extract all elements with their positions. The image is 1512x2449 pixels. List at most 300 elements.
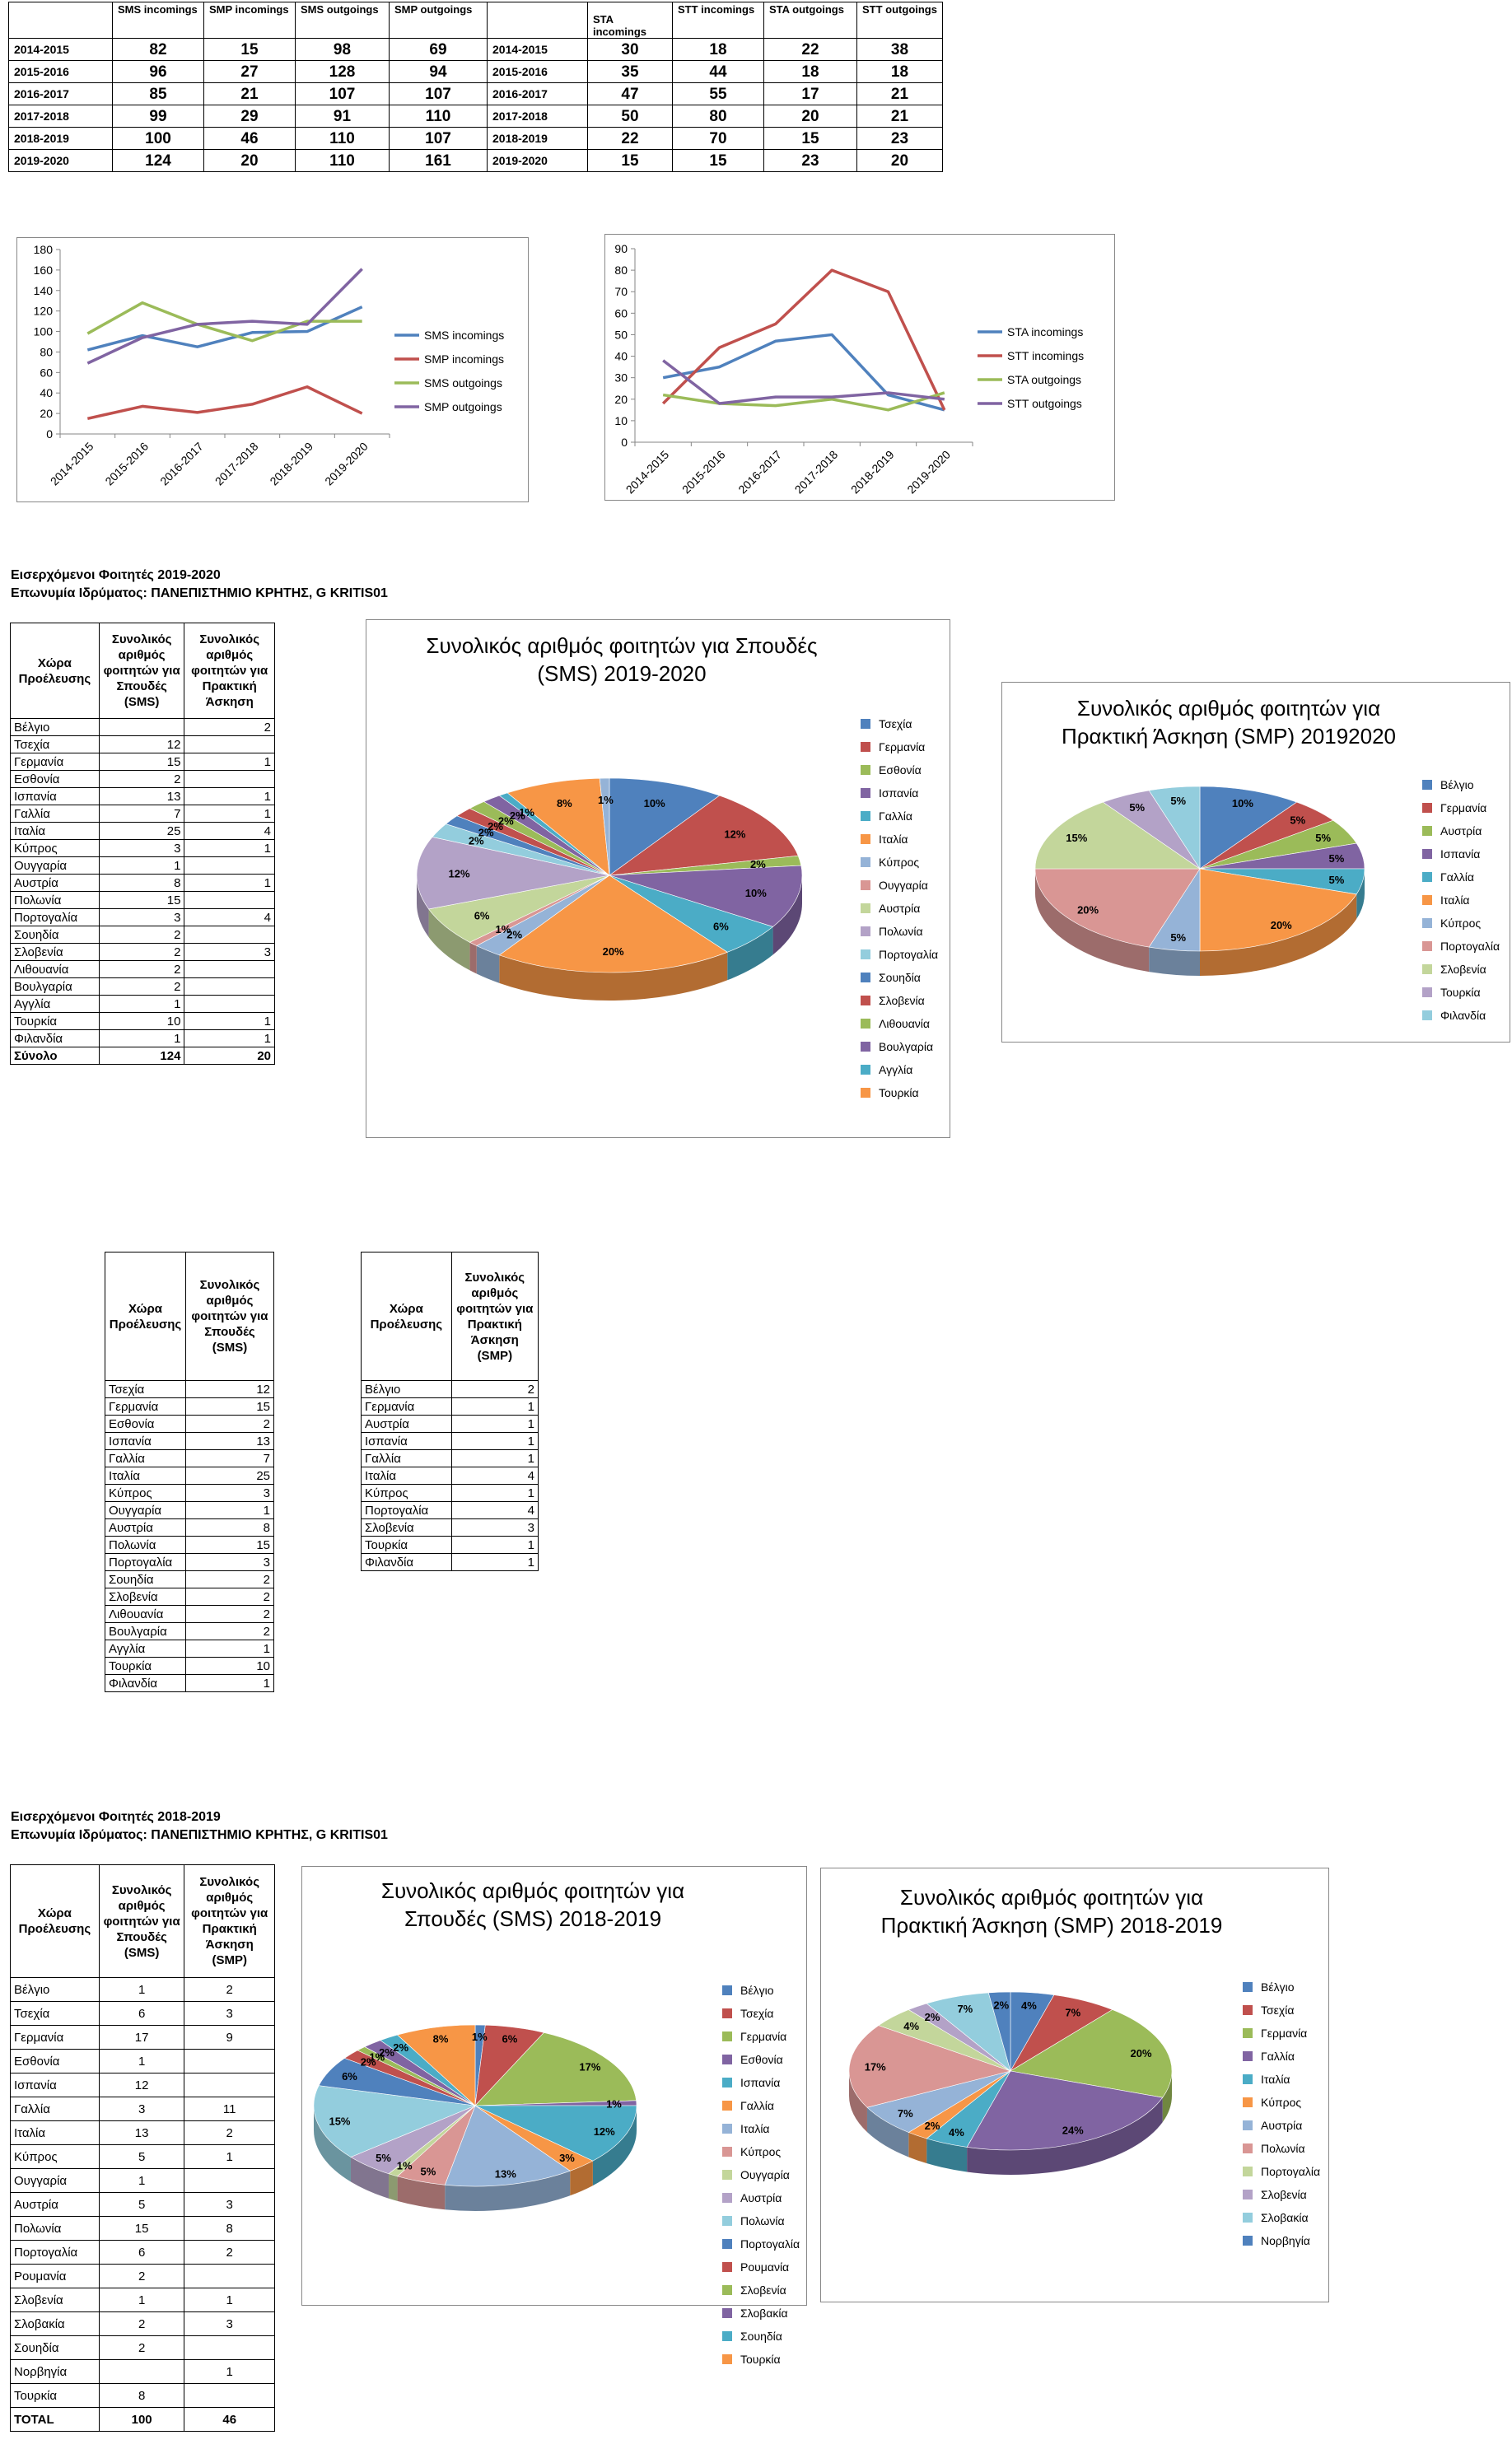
value-cell: [184, 2073, 275, 2097]
value-cell: 3: [184, 2193, 275, 2217]
table-row: [11, 996, 275, 1013]
pie-data-label: 13%: [494, 2167, 516, 2181]
legend-item: [722, 2094, 800, 2117]
legend-swatch: [722, 2078, 732, 2087]
country-cell: Σλοβενία: [11, 944, 100, 961]
country-cell: Αυστρία: [11, 875, 100, 892]
y-tick-label: 60: [614, 306, 628, 320]
legend-label: Πορτογαλία: [740, 2237, 800, 2251]
value-cell: 12: [99, 2073, 184, 2097]
legend-label: Τουρκία: [740, 2353, 781, 2366]
table-row: [11, 978, 275, 996]
value-cell: 98: [296, 39, 390, 61]
value-cell: [184, 892, 275, 909]
country-cell: Ουγγαρία: [105, 1502, 186, 1519]
pie-data-label: 4%: [1021, 1999, 1037, 2013]
legend-swatch: [1422, 941, 1432, 951]
legend-swatch: [1422, 1010, 1432, 1020]
legend-item: [861, 851, 938, 874]
value-cell: [184, 926, 275, 944]
legend-swatch: [722, 2170, 732, 2180]
value-cell: 2: [184, 2241, 275, 2265]
value-cell: 47: [588, 83, 673, 105]
legend-item: [1243, 2183, 1320, 2206]
pie-sms-2018-frame: [301, 1866, 807, 2366]
country-cell: Τουρκία: [362, 1537, 452, 1554]
legend-item: [861, 712, 938, 735]
pie-side: [389, 2174, 398, 2201]
legend-item: [1243, 2022, 1320, 2045]
value-cell: 1: [99, 1030, 184, 1047]
pie-data-label: 20%: [602, 945, 624, 959]
legend-label: Ισπανία: [879, 786, 919, 800]
y-tick-label: 40: [614, 349, 628, 363]
country-cell: Αγγλία: [11, 996, 100, 1013]
country-cell: Κύπρος: [105, 1485, 186, 1502]
legend-swatch: [1243, 2190, 1253, 2199]
year-cell: 2019-2020: [488, 150, 588, 172]
value-cell: 10: [99, 1013, 184, 1030]
pie-data-label: 24%: [1062, 2124, 1084, 2137]
value-cell: 3: [451, 1519, 538, 1537]
country-cell: Σουηδία: [11, 2336, 100, 2360]
value-cell: 110: [296, 128, 390, 150]
table-row: [11, 840, 275, 857]
value-cell: 2: [99, 2312, 184, 2336]
value-cell: 23: [857, 128, 943, 150]
value-cell: 44: [673, 61, 764, 83]
pie-data-label: 1%: [597, 793, 614, 806]
value-cell: 15: [185, 1537, 273, 1554]
table-smp-2019-split: [361, 1252, 539, 1571]
legend-label: Ρουμανία: [740, 2260, 790, 2274]
legend-swatch: [722, 2147, 732, 2157]
value-cell: 2: [99, 2265, 184, 2288]
legend-label: Τουρκία: [879, 1086, 919, 1099]
pie-data-label: 7%: [1065, 2006, 1081, 2019]
legend-swatch: [1243, 2143, 1253, 2153]
pie-sms-2018-title: Συνολικός αριθμός φοιτητών για Σπουδές (SMS) 2018-2019: [380, 1878, 685, 1931]
value-cell: 38: [857, 39, 943, 61]
pie-data-label: 2%: [393, 2041, 409, 2054]
table-row: [11, 2097, 275, 2121]
legend-swatch: [1422, 849, 1432, 859]
legend-item: [861, 1012, 938, 1035]
table-row: [105, 1588, 274, 1606]
country-cell: Εσθονία: [105, 1416, 186, 1433]
table-row: [11, 2145, 275, 2169]
legend-label: Αυστρία: [1440, 824, 1482, 837]
value-cell: 1: [185, 1675, 273, 1692]
pie-data-label: 5%: [1328, 874, 1345, 887]
legend-label: Γαλλία: [879, 809, 913, 823]
value-cell: 12: [99, 736, 184, 753]
value-cell: 85: [113, 83, 204, 105]
pie-data-label: 12%: [593, 2125, 615, 2139]
legend-swatch: [722, 2216, 732, 2226]
value-cell: 94: [390, 61, 488, 83]
pie-data-label: 2%: [360, 2055, 376, 2069]
value-cell: 2: [451, 1381, 538, 1398]
legend-label: Ιταλία: [740, 2122, 770, 2135]
legend-label: Κύπρος: [1261, 2096, 1302, 2109]
table-row: [105, 1450, 274, 1467]
value-cell: 15: [673, 150, 764, 172]
legend-item: [861, 943, 938, 966]
value-cell: 1: [99, 2050, 184, 2073]
pie-data-label: 7%: [897, 2106, 913, 2120]
value-cell: 5: [99, 2145, 184, 2169]
country-cell: Γερμανία: [362, 1398, 452, 1416]
x-tick-label: 2015-2016: [679, 447, 728, 497]
value-cell: 3: [99, 2097, 184, 2121]
value-cell: 17: [764, 83, 857, 105]
country-cell: Τσεχία: [11, 2002, 100, 2026]
header-cell: Χώρα Προέλευσης: [105, 1252, 186, 1381]
table-row: [11, 944, 275, 961]
legend-swatch: [861, 949, 870, 959]
total-cell: 46: [184, 2408, 275, 2432]
country-cell: Πολωνία: [11, 892, 100, 909]
pie-data-label: 7%: [957, 2003, 973, 2016]
legend-label: Γερμανία: [1261, 2027, 1308, 2040]
pie-data-label: 12%: [724, 828, 746, 841]
legend-swatch: [1422, 918, 1432, 928]
legend-swatch: [1243, 2167, 1253, 2176]
country-cell: Βουλγαρία: [11, 978, 100, 996]
total-cell: 124: [99, 1047, 184, 1065]
table-row: [11, 2384, 275, 2408]
x-tick-label: 2018-2019: [267, 439, 316, 488]
legend-item: [722, 2117, 800, 2140]
table-row: [105, 1675, 274, 1692]
pie-data-label: 20%: [1130, 2047, 1152, 2060]
legend-label: Γαλλία: [740, 2099, 775, 2112]
pie-data-label: 1%: [606, 2097, 622, 2111]
pie-data-label: 2%: [379, 2046, 394, 2059]
table-row: [11, 719, 275, 736]
country-cell: Γαλλία: [11, 2097, 100, 2121]
legend-item: [1422, 842, 1500, 865]
legend-item: [861, 1058, 938, 1081]
section-2019-institution: Επωνυμία Ιδρύματος: ΠΑΝΕΠΙΣΤΗΜΙΟ ΚΡΗΤΗΣ, G KRITIS01: [11, 586, 388, 600]
value-cell: 15: [204, 39, 296, 61]
table-row: [105, 1571, 274, 1588]
table-row: [11, 2121, 275, 2145]
value-cell: 22: [588, 128, 673, 150]
header-row: [11, 1865, 275, 1978]
value-cell: 18: [764, 61, 857, 83]
legend-item: [861, 805, 938, 828]
year-cell: 2017-2018: [488, 105, 588, 128]
table-row: [9, 39, 943, 61]
legend-item: [722, 2255, 800, 2279]
value-cell: 2: [184, 1978, 275, 2002]
table-row: [11, 2217, 275, 2241]
legend-item: [722, 2302, 800, 2325]
value-cell: 46: [204, 128, 296, 150]
country-cell: Ουγγαρία: [11, 857, 100, 875]
legend-item: [1422, 819, 1500, 842]
value-cell: 13: [99, 2121, 184, 2145]
legend-label: SMP incomings: [424, 352, 505, 366]
legend-label: Σλοβακία: [740, 2307, 788, 2320]
value-cell: 1: [451, 1450, 538, 1467]
table-sms-2019-split: [105, 1252, 274, 1692]
value-cell: 80: [673, 105, 764, 128]
pie-data-label: 5%: [1328, 851, 1345, 865]
y-tick-label: 140: [33, 283, 53, 297]
legend-label: Πορτογαλία: [1440, 940, 1500, 953]
pie-data-label: 5%: [1170, 931, 1187, 944]
table-row: [11, 875, 275, 892]
legend-item: [861, 966, 938, 989]
pie-data-label: 12%: [448, 867, 470, 880]
series-line: [663, 361, 945, 404]
legend-label: Νορβηγία: [1261, 2234, 1310, 2247]
legend-item: [1243, 2160, 1320, 2183]
legend-label: Σλοβενία: [740, 2283, 786, 2297]
legend-item: [861, 758, 938, 781]
header-cell: Χώρα Προέλευσης: [362, 1252, 452, 1381]
value-cell: 13: [185, 1433, 273, 1450]
pie-smp-2018-title: Συνολικός αριθμός φοιτητών για Πρακτική Άσκηση (SMP) 2018-2019: [880, 1885, 1223, 1938]
legend-label: Ιταλία: [1440, 893, 1470, 907]
pie-data-label: 1%: [396, 2159, 413, 2172]
legend-swatch: [861, 1088, 870, 1098]
section-2018-caption: Εισερχόμενοι Φοιτητές 2018-2019: [11, 1810, 221, 1824]
table-row: [11, 1030, 275, 1047]
x-tick-label: 2016-2017: [157, 439, 206, 488]
legend-label: Κύπρος: [1440, 917, 1482, 930]
legend-item: [861, 874, 938, 897]
value-cell: 23: [764, 150, 857, 172]
legend-label: Γαλλία: [1261, 2050, 1295, 2063]
pie-data-label: 4%: [903, 2019, 920, 2032]
legend-item: [861, 897, 938, 920]
total-cell: 100: [99, 2408, 184, 2432]
value-cell: [184, 2384, 275, 2408]
value-cell: 18: [673, 39, 764, 61]
value-cell: 3: [99, 840, 184, 857]
legend-swatch: [1422, 872, 1432, 882]
legend-item: [722, 1979, 800, 2002]
legend-item: [722, 2025, 800, 2048]
table-row: [11, 1013, 275, 1030]
value-cell: [99, 719, 184, 736]
legend-item: [1243, 2137, 1320, 2160]
header-cell: [9, 2, 113, 39]
legend-item: [1422, 796, 1500, 819]
country-cell: Βουλγαρία: [105, 1623, 186, 1640]
legend-swatch: [722, 2101, 732, 2111]
legend-item: [1422, 773, 1500, 796]
y-tick-label: 80: [614, 264, 628, 278]
pie-data-label: 5%: [1290, 814, 1306, 827]
legend-label: Σλοβενία: [1261, 2188, 1307, 2201]
value-cell: 110: [296, 150, 390, 172]
year-cell: 2018-2019: [488, 128, 588, 150]
country-cell: Σλοβακία: [11, 2312, 100, 2336]
country-cell: Φιλανδία: [362, 1554, 452, 1571]
value-cell: 8: [184, 2217, 275, 2241]
value-cell: 8: [99, 2384, 184, 2408]
legend-swatch: [861, 996, 870, 1005]
table-row: [9, 105, 943, 128]
legend-swatch: [861, 857, 870, 867]
legend-label: Πορτογαλία: [879, 948, 939, 961]
country-cell: Ιταλία: [362, 1467, 452, 1485]
table-row: [11, 771, 275, 788]
header-cell: SMS incomings: [113, 2, 204, 39]
y-tick-label: 50: [614, 328, 628, 342]
table-row: [9, 83, 943, 105]
value-cell: 15: [99, 892, 184, 909]
table-row: [362, 1433, 539, 1450]
table-2018: [10, 1864, 275, 2432]
legend-label: Ιταλία: [1261, 2073, 1290, 2086]
legend-label: Πορτογαλία: [1261, 2165, 1321, 2178]
country-cell: Αυστρία: [105, 1519, 186, 1537]
legend-label: STT outgoings: [1007, 397, 1082, 410]
table-row: [105, 1502, 274, 1519]
legend-label: Ουγγαρία: [740, 2168, 790, 2181]
year-cell: 2014-2015: [488, 39, 588, 61]
country-cell: Αυστρία: [362, 1416, 452, 1433]
country-cell: Πολωνία: [11, 2217, 100, 2241]
legend-label: Σουηδία: [879, 971, 921, 984]
legend-item: [722, 2140, 800, 2163]
table-row: [105, 1658, 274, 1675]
value-cell: 82: [113, 39, 204, 61]
value-cell: 107: [390, 128, 488, 150]
country-cell: Φιλανδία: [105, 1675, 186, 1692]
legend-label: Αυστρία: [1261, 2119, 1303, 2132]
y-tick-label: 80: [40, 345, 53, 359]
pie-data-label: 2%: [488, 820, 503, 833]
value-cell: 4: [184, 909, 275, 926]
legend-label: Τουρκία: [1440, 986, 1481, 999]
country-cell: Νορβηγία: [11, 2360, 100, 2384]
country-cell: Ιταλία: [105, 1467, 186, 1485]
value-cell: 15: [99, 753, 184, 771]
table-row: [11, 823, 275, 840]
value-cell: 2: [184, 719, 275, 736]
value-cell: 2: [185, 1571, 273, 1588]
year-cell: 2014-2015: [9, 39, 113, 61]
value-cell: 4: [451, 1467, 538, 1485]
header-row: [105, 1252, 274, 1381]
legend-item: [1243, 2114, 1320, 2137]
legend-label: Πολωνία: [879, 925, 923, 938]
legend-item: [1422, 865, 1500, 889]
legend-item: [861, 920, 938, 943]
x-tick-label: 2016-2017: [735, 447, 784, 497]
table-row: [9, 128, 943, 150]
legend-item: [1422, 935, 1500, 958]
legend-swatch: [1422, 780, 1432, 790]
legend-swatch: [1422, 964, 1432, 974]
pie-data-label: 3%: [559, 2152, 575, 2165]
legend-swatch: [722, 2055, 732, 2064]
x-tick-label: 2019-2020: [904, 447, 953, 497]
country-cell: Πολωνία: [105, 1537, 186, 1554]
table-row: [9, 61, 943, 83]
value-cell: 4: [451, 1502, 538, 1519]
value-cell: 1: [184, 1030, 275, 1047]
pie-data-label: 15%: [329, 2115, 351, 2128]
pie-data-label: 6%: [474, 909, 490, 922]
pie-data-label: 2%: [478, 826, 494, 839]
legend-item: [861, 828, 938, 851]
value-cell: 1: [184, 875, 275, 892]
value-cell: 107: [296, 83, 390, 105]
country-cell: Σλοβενία: [105, 1588, 186, 1606]
legend-item: [1243, 1999, 1320, 2022]
header-cell: SMP incomings: [204, 2, 296, 39]
country-cell: Γαλλία: [362, 1450, 452, 1467]
series-line: [87, 269, 362, 363]
legend-label: Τσεχία: [879, 717, 912, 730]
pie-sms-2019-frame: [366, 619, 950, 1138]
country-cell: Ιταλία: [11, 2121, 100, 2145]
y-tick-label: 0: [621, 436, 628, 449]
year-cell: 2019-2020: [9, 150, 113, 172]
value-cell: 35: [588, 61, 673, 83]
value-cell: 3: [99, 909, 184, 926]
value-cell: 6: [99, 2241, 184, 2265]
header-cell: STT outgoings: [857, 2, 943, 39]
value-cell: 2: [99, 771, 184, 788]
table-row: [105, 1485, 274, 1502]
value-cell: 110: [390, 105, 488, 128]
value-cell: 1: [184, 2360, 275, 2384]
legend-label: Βουλγαρία: [879, 1040, 934, 1053]
legend-swatch: [861, 1019, 870, 1029]
legend-item: [1422, 912, 1500, 935]
value-cell: 25: [99, 823, 184, 840]
legend-label: Εσθονία: [879, 763, 922, 777]
total-row: [11, 1047, 275, 1065]
y-tick-label: 70: [614, 285, 628, 299]
value-cell: 25: [185, 1467, 273, 1485]
value-cell: 3: [185, 1554, 273, 1571]
table-row: [11, 2002, 275, 2026]
legend-label: Σλοβενία: [1440, 963, 1486, 976]
x-tick-label: 2017-2018: [791, 447, 841, 497]
value-cell: 2: [99, 926, 184, 944]
table-row: [11, 2312, 275, 2336]
value-cell: 7: [185, 1450, 273, 1467]
legend-swatch: [722, 2008, 732, 2018]
table-row: [11, 909, 275, 926]
legend-item: [722, 2209, 800, 2232]
table-row: [362, 1485, 539, 1502]
value-cell: 1: [451, 1537, 538, 1554]
legend-swatch: [1243, 1982, 1253, 1992]
value-cell: 1: [185, 1502, 273, 1519]
legend-item: [1243, 2206, 1320, 2229]
y-tick-label: 20: [40, 407, 53, 421]
pie-data-label: 2%: [497, 814, 514, 828]
value-cell: [184, 996, 275, 1013]
value-cell: 20: [857, 150, 943, 172]
value-cell: 1: [451, 1416, 538, 1433]
legend-label: Αυστρία: [740, 2191, 782, 2204]
value-cell: 17: [99, 2026, 184, 2050]
legend-label: Πολωνία: [1261, 2142, 1305, 2155]
value-cell: 1: [99, 1978, 184, 2002]
